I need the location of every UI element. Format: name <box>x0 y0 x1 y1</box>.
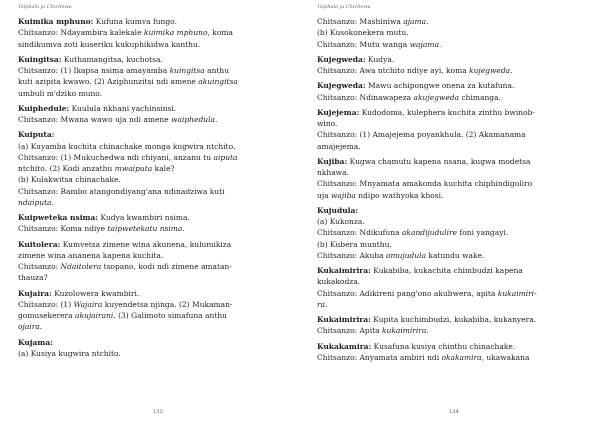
entry-text: amajejema. <box>317 141 361 151</box>
entry-line <box>317 288 583 299</box>
entry-line <box>317 314 583 325</box>
entry-text: Kudodoma, kulephera kuchita zinthu bwinob- <box>359 107 535 117</box>
dictionary-entry <box>317 80 583 103</box>
entry-text: Kugwa chamutu kapena nsana, kugwa modetsa <box>347 156 531 166</box>
entry-text: wino. <box>317 119 338 128</box>
example-term: Wajaira <box>73 299 103 309</box>
example-term: akujairani <box>75 311 114 320</box>
example-term: kujegweda <box>469 66 511 75</box>
entry-text: . <box>510 66 513 75</box>
entry-text: . (3) Galimoto simafuna anthu <box>113 311 228 320</box>
entry-line <box>317 239 583 250</box>
dictionary-entry <box>18 103 284 126</box>
dictionary-entry <box>317 205 583 261</box>
entry-line <box>18 16 284 27</box>
example-term: ajama <box>403 17 427 26</box>
entry-line <box>18 261 284 272</box>
headword: Kuiphedule: <box>18 103 70 113</box>
entry-text: Chitsanzo: Koma ndiye <box>18 224 108 234</box>
entry-line <box>18 337 284 348</box>
entry-line <box>317 156 583 167</box>
entry-text: Chitsanzo: Mutu wanga <box>317 39 410 49</box>
headword: Kuingitsa: <box>18 54 62 64</box>
entry-text: gomusekerera <box>18 311 75 320</box>
entry-line <box>317 54 583 65</box>
entry-line <box>317 265 583 276</box>
running-header: Tsiphalo ja Chichewa <box>317 4 371 10</box>
entry-line <box>18 272 284 283</box>
headword: Kujama: <box>18 337 53 347</box>
dictionary-entry <box>317 54 583 77</box>
entry-text: sindikumva zoti kuseriku kukuphikidwa kanthu. <box>18 39 201 49</box>
entry-line <box>18 250 284 261</box>
entry-line <box>317 250 583 261</box>
entry-line <box>18 197 284 208</box>
entry-text: . <box>214 115 218 124</box>
right-page-body <box>317 16 583 367</box>
entry-text: Kukabiba, kukachita chimbudzi kapena <box>370 266 523 275</box>
entry-line <box>18 174 284 185</box>
example-term: Ndaitolera <box>60 262 102 271</box>
entry-line <box>18 114 284 125</box>
example-term: aiputa <box>213 152 238 162</box>
entry-text: Kuulula nkhani yachinsinsi. <box>69 103 177 113</box>
entry-text: Kuthamangitsa, kuchotsa. <box>61 54 163 64</box>
entry-line <box>317 167 583 178</box>
entry-text: Chitsanzo: Apita <box>317 326 382 336</box>
entry-text: katundu wake. <box>426 250 485 260</box>
example-term: akandijudulire <box>401 228 458 238</box>
headword: Kujaira: <box>18 288 52 298</box>
dictionary-entry <box>317 16 583 50</box>
entry-text: Chitsanzo: Akuba <box>317 250 386 260</box>
entry-line <box>317 118 583 129</box>
entry-text: Chitsanzo: Anyamata ambiri ndi <box>317 352 442 362</box>
entry-text: umbuli m'dziko muno. <box>18 88 103 98</box>
left-page-body <box>18 16 284 363</box>
entry-line <box>18 163 284 174</box>
entry-line <box>317 39 583 50</box>
dictionary-entry <box>317 314 583 337</box>
entry-text: Kupita kuchimbudzi, kukabiba, kukanyera. <box>370 315 537 324</box>
entry-text: . <box>426 17 429 26</box>
example-term: amujudula <box>385 250 427 260</box>
dictionary-entry <box>18 337 284 360</box>
entry-text: foni yangayi. <box>457 228 509 238</box>
entry-text: (a) Kuyamba kuchita chinachake monga kugwira ntchito. <box>18 141 236 151</box>
entry-text: Chitsanzo: Awa ntchito ndiye ayi, koma <box>317 66 470 75</box>
entry-text: . <box>426 326 429 336</box>
headword: Kujudula: <box>317 205 359 215</box>
headword: Kuimika mphuno: <box>18 17 94 26</box>
entry-text: Kudya kwambiri nsima. <box>98 213 190 222</box>
entry-line <box>18 321 284 332</box>
entry-text: . <box>39 322 43 332</box>
dictionary-entry <box>18 54 284 99</box>
entry-line <box>317 107 583 118</box>
entry-text: Chitsanzo: Ndayambira kalekale <box>18 28 144 38</box>
example-term: ra <box>317 299 326 309</box>
entry-text: (b) Kusokonekera mutu. <box>317 28 409 38</box>
entry-text: (b) Kubera munthu. <box>317 239 392 249</box>
entry-text: kukakodza. <box>317 277 361 287</box>
headword: Kujejema: <box>317 107 360 117</box>
entry-line <box>317 129 583 140</box>
entry-text: Chitsanzo: Ndinawapeza <box>317 92 414 102</box>
example-term: kuimika mphuno <box>143 28 208 38</box>
entry-line <box>317 352 583 363</box>
entry-text: Chitsanzo: (1) <box>18 299 74 309</box>
entry-text: kuyendetsa njinga. (2) Mukaman- <box>102 299 233 309</box>
dictionary-entry <box>18 288 284 333</box>
entry-line <box>18 76 284 87</box>
example-term: wajama <box>409 39 439 49</box>
entry-text: thauza? <box>18 273 48 283</box>
entry-text: , ukawakana <box>481 352 530 362</box>
headword: Kuipweteka nsima: <box>18 213 99 222</box>
dictionary-entry <box>18 129 284 208</box>
headword: Kukakamira: <box>317 341 372 351</box>
entry-text: kale? <box>152 164 175 173</box>
entry-line <box>18 129 284 140</box>
entry-text: Mawu achipongwe onena za kutafuna. <box>365 81 515 91</box>
entry-text: ntchito. (2) Kodi anzathu <box>18 164 115 173</box>
entry-text: zimene wina ananena kapena kuchita. <box>18 250 164 260</box>
example-term: akuingitsa <box>198 77 238 87</box>
example-term: wajiba <box>331 190 356 200</box>
dictionary-entry <box>317 265 583 310</box>
entry-line <box>18 27 284 38</box>
entry-line <box>18 103 284 114</box>
entry-line <box>18 88 284 99</box>
entry-text: Chitsanzo: Adikireni pang'ono akubwera, apita <box>317 288 498 298</box>
page-number: 134 <box>449 409 459 415</box>
entry-text: Chitsanzo: Mwana wawo uja ndi amene <box>18 115 172 124</box>
dictionary-entry <box>317 156 583 201</box>
entry-line <box>317 65 583 76</box>
entry-text: . <box>182 224 185 234</box>
dictionary-entry <box>317 341 583 364</box>
entry-text: Kudya. <box>365 54 395 64</box>
entry-text: Kufuna kumva fungo. <box>93 17 177 26</box>
example-term: okakamira <box>441 352 482 362</box>
entry-line <box>317 299 583 310</box>
entry-line <box>18 299 284 310</box>
entry-line <box>317 276 583 287</box>
entry-line <box>317 27 583 38</box>
entry-line <box>317 141 583 152</box>
dictionary-entry <box>18 212 284 235</box>
entry-line <box>18 348 284 359</box>
entry-line <box>317 341 583 352</box>
entry-text: Kuzolowera kwambiri. <box>51 288 140 298</box>
entry-text: tsopano, kodi ndi zimene amatan- <box>101 262 232 271</box>
entry-line <box>317 227 583 238</box>
dictionary-entry <box>18 16 284 50</box>
entry-text: Chitsanzo: (1) Mukuchedwa ndi chiyani, anzanu tu <box>18 152 214 162</box>
entry-line <box>18 288 284 299</box>
dictionary-entry <box>317 107 583 152</box>
page-number: 133 <box>153 409 163 415</box>
entry-text: Chitsanzo: Ndikufuna <box>317 228 402 238</box>
entry-line <box>317 205 583 216</box>
right-page <box>300 0 600 424</box>
entry-line <box>18 152 284 163</box>
entry-text: Chitsanzo: (1) Ikapsa nsima amayamba <box>18 66 170 75</box>
entry-text: . <box>325 299 328 309</box>
entry-text: Kumvetsa zimene wina akunena, kulumikiza <box>60 239 232 249</box>
example-term: kukaimirira <box>382 326 427 336</box>
entry-line <box>18 212 284 223</box>
entry-line <box>18 223 284 234</box>
entry-line <box>317 80 583 91</box>
example-term: akujegweda <box>413 92 460 102</box>
entry-text: . <box>438 39 442 49</box>
entry-text: (b) Kulakwitsa chinachake. <box>18 175 121 185</box>
entry-line <box>18 65 284 76</box>
example-term: kuingitsa <box>169 66 205 75</box>
entry-text: chimanga. <box>459 92 501 102</box>
entry-line <box>18 39 284 50</box>
entry-text: Chitsanzo: Bambo atangondiyang'ana ndinadziwa kuti <box>18 186 225 196</box>
headword: Kukaimirira: <box>317 315 371 324</box>
headword: Kujegweda: <box>317 54 366 64</box>
entry-line <box>317 178 583 189</box>
headword: Kuitolera: <box>18 239 61 249</box>
example-term: waiphedula <box>171 115 215 124</box>
entry-text: anthu <box>204 66 230 75</box>
running-header: Tsiphalo ja Chichewa <box>18 4 72 10</box>
entry-line <box>18 54 284 65</box>
example-term: mwaiputa <box>114 164 153 173</box>
entry-line <box>317 92 583 103</box>
example-term: kukaimiri- <box>497 288 537 298</box>
entry-text: Chitsanzo: (1) Amajejema poyankhula. (2) Akamanama <box>317 130 526 140</box>
entry-line <box>18 239 284 250</box>
entry-text: uja <box>317 190 332 200</box>
example-term: taipwetekatu nsima <box>107 224 183 234</box>
entry-text: kuti azipita kwawo. (2) Aziphunzitsi ndi amene <box>18 77 199 87</box>
entry-line <box>18 310 284 321</box>
entry-line <box>18 141 284 152</box>
headword: Kujegweda: <box>317 81 366 91</box>
headword: Kuiputa: <box>18 130 55 140</box>
entry-text: (a) Kusiya kugwira ntchito. <box>18 348 121 358</box>
entry-line <box>18 186 284 197</box>
entry-line <box>317 16 583 27</box>
headword: Kukaimirira: <box>317 266 371 275</box>
example-term: ndaiputa <box>18 197 52 207</box>
headword: Kujiba: <box>317 156 348 166</box>
dictionary-entry <box>18 239 284 284</box>
entry-line <box>317 325 583 336</box>
entry-text: Chitsanzo: Mashiniwa <box>317 17 404 26</box>
entry-text: Kusafuna kusiya chinthu chinachake. <box>371 341 516 351</box>
entry-text: nkhawa. <box>317 168 349 177</box>
entry-text: Chitsanzo: Mnyamata amakonda kuchita chiphindigoliro <box>317 179 533 189</box>
entry-line <box>317 216 583 227</box>
entry-text: Chitsanzo: <box>18 262 61 271</box>
entry-line <box>317 190 583 201</box>
example-term: ojaira <box>18 322 40 332</box>
entry-text: ndipo wathyoka khosi. <box>355 190 444 200</box>
entry-text: (a) Kukonza. <box>317 217 365 226</box>
entry-text: . <box>51 197 55 207</box>
entry-text: , koma <box>207 28 233 38</box>
